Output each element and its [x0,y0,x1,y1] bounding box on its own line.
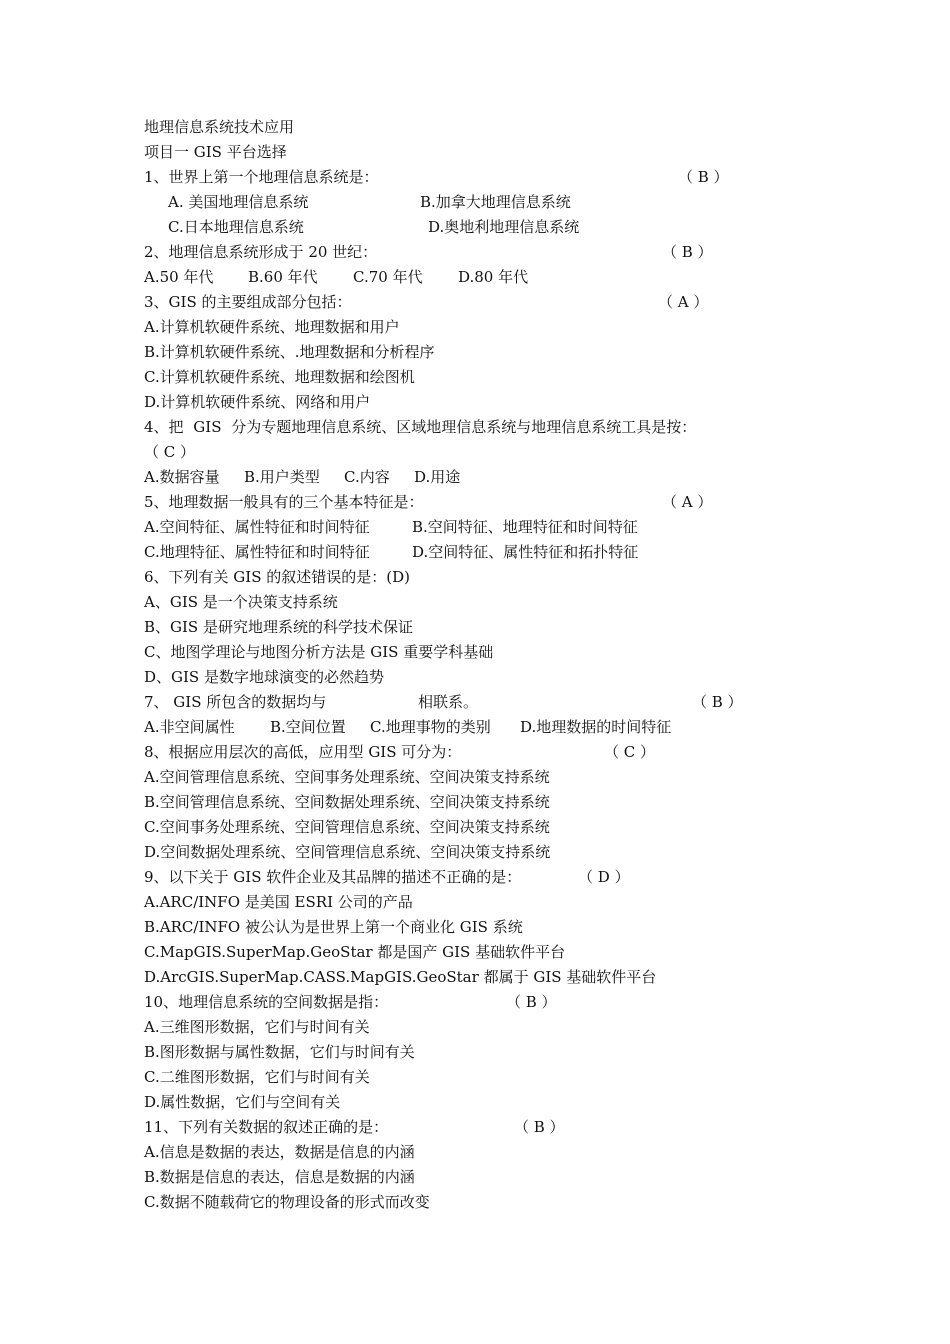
question-3-stem: 3、GIS 的主要组成部分包括： [144,293,352,311]
question-3-option-c: C.计算机软硬件系统、地理数据和绘图机 [144,368,415,386]
question-10-answer: （ B ） [506,993,557,1011]
question-5-stem: 5、地理数据一般具有的三个基本特征是： [144,493,424,511]
question-7-option-a: A.非空间属性 [144,718,235,736]
question-11-option-c: C.数据不随载荷它的物理设备的形式而改变 [144,1193,430,1211]
question-11-answer: （ B ） [514,1118,565,1136]
question-7-stem-end: 相联系。 [418,693,479,711]
question-8-option-c: C.空间事务处理系统、空间管理信息系统、空间决策支持系统 [144,818,550,836]
question-1-option-b: B.加拿大地理信息系统 [420,193,571,211]
question-10-option-c: C.二维图形数据，它们与时间有关 [144,1068,370,1086]
question-3-answer: （ A ） [658,293,709,311]
question-9-option-d: D.ArcGIS.SuperMap.CASS.MapGIS.GeoStar 都属于 GIS 基础软件平台 [144,968,657,986]
question-1-option-d: D.奥地利地理信息系统 [428,218,580,236]
question-4-option-d: D.用途 [414,468,461,486]
project-heading: 项目一 GIS 平台选择 [144,143,287,161]
question-6-option-b: B、GIS 是研究地理系统的科学技术保证 [144,618,413,636]
question-6-option-c: C、地图学理论与地图分析方法是 GIS 重要学科基础 [144,643,494,661]
question-2-option-a: A.50 年代 [144,268,214,286]
document-title: 地理信息系统技术应用 [144,118,295,136]
question-6-option-d: D、GIS 是数字地球演变的必然趋势 [144,668,384,686]
question-9-answer: （ D ） [578,868,630,886]
question-8-option-d: D.空间数据处理系统、空间管理信息系统、空间决策支持系统 [144,843,551,861]
question-2-option-d: D.80 年代 [458,268,529,286]
question-5-option-d: D.空间特征、属性特征和拓扑特征 [412,543,639,561]
question-4-stem: 4、把 GIS 分为专题地理信息系统、区域地理信息系统与地理信息系统工具是按： [144,418,697,436]
question-3-option-a: A.计算机软硬件系统、地理数据和用户 [144,318,400,336]
question-4-answer: （ C ） [144,443,196,461]
question-10-option-a: A.三维图形数据，它们与时间有关 [144,1018,370,1036]
question-9-stem: 9、以下关于 GIS 软件企业及其品牌的描述不正确的是： [144,868,522,886]
question-6-option-a: A、GIS 是一个决策支持系统 [144,593,338,611]
question-6-stem: 6、下列有关 GIS 的叙述错误的是：(D) [144,568,410,586]
question-10-option-b: B.图形数据与属性数据，它们与时间有关 [144,1043,415,1061]
question-7-answer: （ B ） [692,693,743,711]
question-7-option-c: C.地理事物的类别 [370,718,491,736]
question-2-option-b: B.60 年代 [248,268,318,286]
question-9-option-b: B.ARC/INFO 被公认为是世界上第一个商业化 GIS 系统 [144,918,523,936]
question-1-answer: （ B ） [678,168,729,186]
question-2-stem: 2、地理信息系统形成于 20 世纪： [144,243,378,261]
question-5-option-c: C.地理特征、属性特征和时间特征 [144,543,370,561]
question-8-option-a: A.空间管理信息系统、空间事务处理系统、空间决策支持系统 [144,768,550,786]
question-11-stem: 11、下列有关数据的叙述正确的是： [144,1118,389,1136]
question-11-option-a: A.信息是数据的表达，数据是信息的内涵 [144,1143,415,1161]
question-5-answer: （ A ） [662,493,713,511]
question-1-stem: 1、世界上第一个地理信息系统是： [144,168,379,186]
question-4-option-b: B.用户类型 [244,468,320,486]
question-9-option-a: A.ARC/INFO 是美国 ESRI 公司的产品 [144,893,413,911]
question-7-option-b: B.空间位置 [270,718,346,736]
question-1-option-a: A. 美国地理信息系统 [168,193,309,211]
question-4-option-a: A.数据容量 [144,468,220,486]
question-5-option-b: B.空间特征、地理特征和时间特征 [412,518,638,536]
question-2-answer: （ B ） [662,243,713,261]
question-8-answer: （ C ） [604,743,656,761]
question-2-option-c: C.70 年代 [353,268,423,286]
question-4-option-c: C.内容 [344,468,390,486]
question-11-option-b: B.数据是信息的表达，信息是数据的内涵 [144,1168,415,1186]
question-8-option-b: B.空间管理信息系统、空间数据处理系统、空间决策支持系统 [144,793,550,811]
question-7-option-d: D.地理数据的时间特征 [520,718,672,736]
question-1-option-c: C.日本地理信息系统 [168,218,304,236]
question-8-stem: 8、根据应用层次的高低，应用型 GIS 可分为： [144,743,462,761]
question-5-option-a: A.空间特征、属性特征和时间特征 [144,518,370,536]
question-10-option-d: D.属性数据，它们与空间有关 [144,1093,341,1111]
question-9-option-c: C.MapGIS.SuperMap.GeoStar 都是国产 GIS 基础软件平台 [144,943,566,961]
question-3-option-d: D.计算机软硬件系统、网络和用户 [144,393,371,411]
question-7-stem-start: 7、 GIS 所包含的数据均与 [144,693,327,711]
question-10-stem: 10、地理信息系统的空间数据是指： [144,993,389,1011]
question-3-option-b: B.计算机软硬件系统、.地理数据和分析程序 [144,343,435,361]
